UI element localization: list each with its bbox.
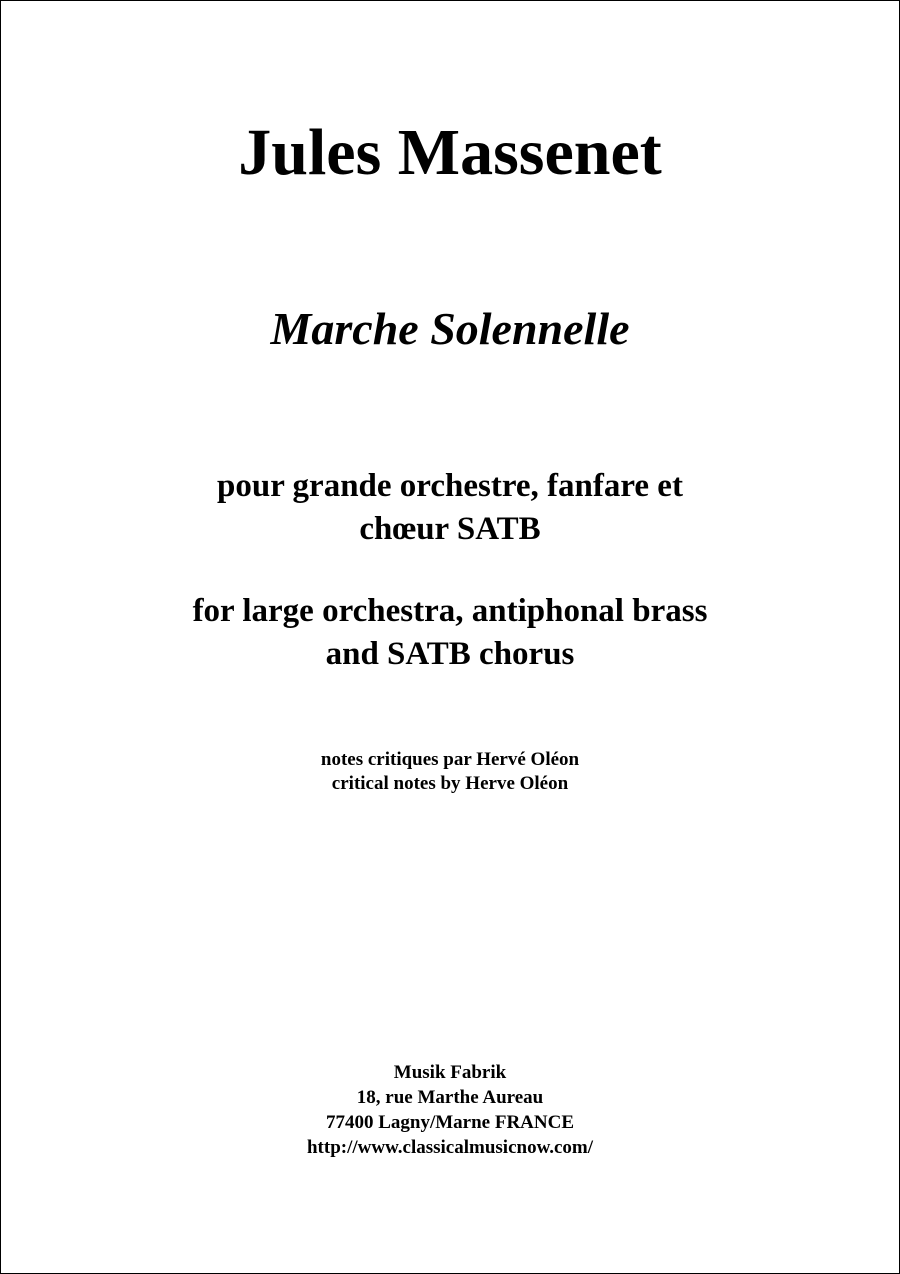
publisher-name: Musik Fabrik (393, 1062, 507, 1083)
description-fr-line-2: chœur SATB (359, 511, 541, 547)
publisher-street: 18, rue Marthe Aureau (356, 1087, 544, 1108)
critical-notes-fr: notes critiques par Hervé Oléon (320, 749, 580, 770)
description-fr-line-1: pour grande orchestre, fanfare et (217, 468, 683, 504)
publisher-city: 77400 Lagny/Marne FRANCE (325, 1112, 575, 1133)
description-en-line-2: and SATB chorus (325, 636, 575, 672)
publisher-url[interactable]: http://www.classicalmusicnow.com/ (306, 1137, 594, 1158)
description-en-line-1: for large orchestra, antiphonal brass (192, 593, 708, 629)
critical-notes-en: critical notes by Herve Oléon (331, 773, 569, 794)
work-title: Marche Solennelle (270, 303, 630, 354)
composer-name: Jules Massenet (238, 116, 662, 189)
